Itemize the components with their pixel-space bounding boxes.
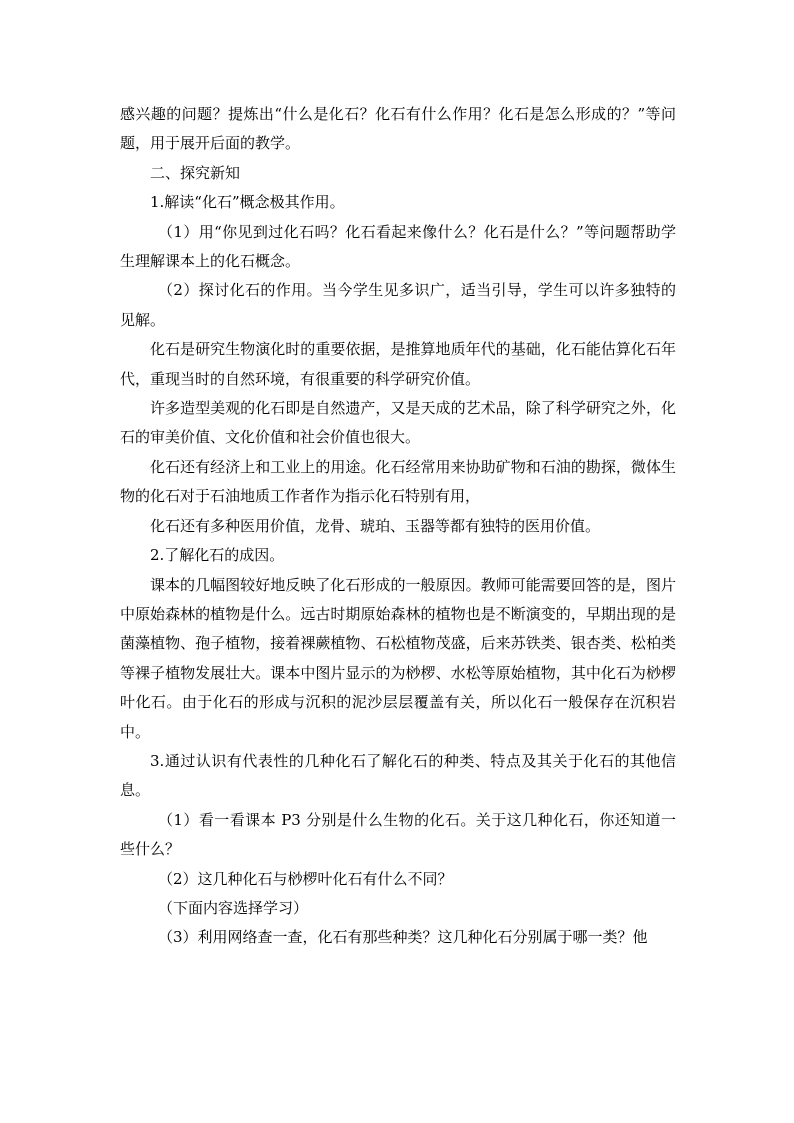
list-item-fossil-uses: （2）探讨化石的作用。当今学生见多识广，适当引导，学生可以许多独特的见解。 xyxy=(120,281,676,329)
paragraph-medical-value: 化石还有多种医用价值，龙骨、琥珀、玉器等都有独特的医用价值。 xyxy=(150,516,601,535)
document-body xyxy=(120,100,676,953)
paragraph-economic-value: 化石还有经济上和工业上的用途。化石经常用来协助矿物和石油的勘探，微体生物的化石对于石油地质工作者作为指示化石特别有用， xyxy=(120,457,676,506)
list-item-concept-questions: （1）用“你见到过化石吗？化石看起来像什么？化石是什么？”等问题帮助学生理解课本上的化石概念。 xyxy=(120,222,676,271)
section-heading-explore: 二、探究新知 xyxy=(150,163,241,182)
note-optional-content: （下面内容选择学习） xyxy=(158,898,309,917)
list-item-compare-fossils: （2）这几种化石与桫椤叶化石有什么不同？ xyxy=(158,869,453,888)
subheading-fossil-concept: 1.解读“化石”概念极其作用。 xyxy=(150,193,345,212)
paragraph-intro-continued: 感兴趣的问题？提炼出“什么是化石？化石有什么作用？化石是怎么形成的？”等问题，用于展开后面的教学。 xyxy=(120,105,676,153)
subheading-fossil-types: 3.通过认识有代表性的几种化石了解化石的种类、特点及其关于化石的其他信息。 xyxy=(120,751,676,800)
paragraph-formation-explanation: 课本的几幅图较好地反映了化石形成的一般原因。教师可能需要回答的是，图片中原始森林的植物是什么。远古时期原始森林的植物也是不断演变的，早期出现的是菌藻植物、孢子植物，接着裸蕨植物、石松植物茂盛，后来苏铁类、银杏类、松柏类等裸子植物发展壮大。课本中图片显示的为桫椤、水松等原始植物，其中化石为桫椤叶化石。由于化石的形成与沉积的泥沙层层覆盖有关，所以化石一般保存在沉积岩中。 xyxy=(120,575,676,741)
list-item-online-research: （3）利用网络查一查，化石有那些种类？这几种化石分别属于哪一类？他 xyxy=(158,928,648,947)
list-item-textbook-fossils: （1）看一看课本 P3 分别是什么生物的化石。关于这几种化石，你还知道一些什么？ xyxy=(120,810,676,859)
paragraph-scientific-value: 化石是研究生物演化时的重要依据，是推算地质年代的基础，化石能估算化石年代，重现当时的自然环境，有很重要的科学研究价值。 xyxy=(120,340,676,388)
subheading-fossil-formation: 2.了解化石的成因。 xyxy=(150,546,285,565)
paragraph-aesthetic-value: 许多造型美观的化石即是自然遗产，又是天成的艺术品，除了科学研究之外，化石的审美价值、文化价值和社会价值也很大。 xyxy=(120,399,676,447)
